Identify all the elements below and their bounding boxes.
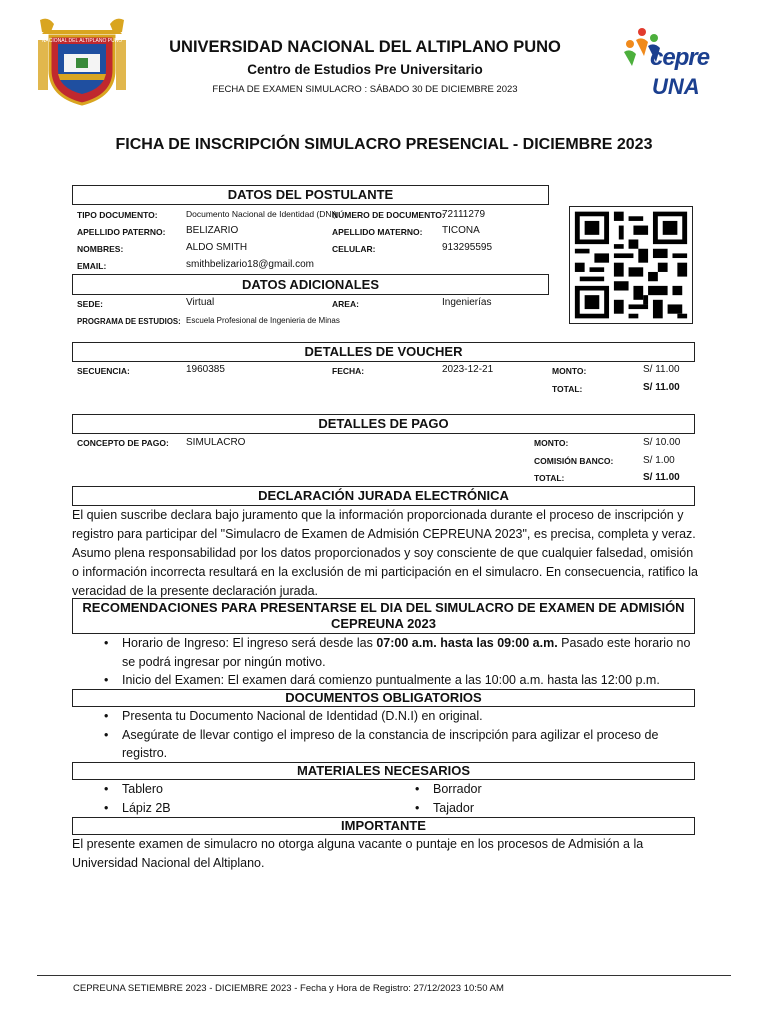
footer-divider [37,975,731,976]
nombres-label: NOMBRES: [77,244,124,254]
apellido-materno-value: TICONA [442,225,480,236]
qr-code-pattern [570,207,692,323]
list-item: • Lápiz 2B [72,799,372,818]
section-heading-postulante: DATOS DEL POSTULANTE [72,185,549,205]
nombres-value: ALDO SMITH [186,242,248,253]
concepto-label: CONCEPTO DE PAGO: [77,438,169,448]
sede-label: SEDE: [77,299,103,309]
section-heading-recomendaciones: RECOMENDACIONES PARA PRESENTARSE EL DIA DEL SIMULACRO DE EXAMEN DE ADMISIÓN CEPREUNA 2023 [72,598,695,634]
page-title: FICHA DE INSCRIPCIÓN SIMULACRO PRESENCIAL - DICIEMBRE 2023 [115,136,653,153]
list-item: • Presenta tu Documento Nacional de Identidad (D.N.I) en original. [72,707,698,726]
fecha-value: 2023-12-21 [442,364,494,375]
section-heading-materiales: MATERIALES NECESARIOS [72,762,695,780]
email-label: EMAIL: [77,261,107,271]
comision-value: S/ 1.00 [643,455,675,466]
pago-monto-label: MONTO: [534,438,569,448]
crest-text: NACIONAL DEL ALTIPLANO PUNO [41,38,123,44]
programa-label: PROGRAMA DE ESTUDIOS: [77,317,181,326]
list-item: • Tablero [72,780,372,799]
celular-label: CELULAR: [332,244,376,254]
cepreuna-logo [620,22,720,102]
list-item: • Borrador [383,780,683,799]
tipo-documento-value: Documento Nacional de Identidad (DNI) [186,209,337,219]
programa-value: Escuela Profesional de Ingenieria de Minas [186,316,340,325]
section-heading-pago: DETALLES DE PAGO [72,414,695,434]
celular-value: 913295595 [442,242,493,253]
materiales-list-right [383,780,683,817]
area-label: AREA: [332,299,359,309]
pago-monto-value: S/ 10.00 [643,437,681,448]
numero-documento-value: 72111279 [442,209,486,220]
list-item: • Tajador [383,799,683,818]
section-heading-adicionales: DATOS ADICIONALES [72,274,549,295]
qr-code [569,206,693,324]
section-heading-declaracion: DECLARACIÓN JURADA ELECTRÓNICA [72,486,695,506]
center-name: Centro de Estudios Pre Universitario [247,62,483,77]
university-crest-logo [34,14,130,108]
section-heading-importante: IMPORTANTE [72,817,695,835]
exam-date: FECHA DE EXAMEN SIMULACRO : SÁBADO 30 DE DICIEMBRE 2023 [212,84,518,95]
section-heading-documentos: DOCUMENTOS OBLIGATORIOS [72,689,695,707]
apellido-paterno-value: BELIZARIO [186,225,239,236]
list-item: • Horario de Ingreso: El ingreso será desde las 07:00 a.m. hasta las 09:00 a.m. Pasado este horario no se podrá ingresar por ningún motivo. [72,634,698,671]
declaracion-text: El quien suscribe declara bajo juramento que la información proporcionada durante el proceso de inscripción y registro para participar del "Simulacro de Examen de Admisión CEPREUNA 2023", es precisa, completa y veraz. Asumo plena responsabilidad por los datos proporcionados y soy consciente de que cualquier falsedad, omisión o información incorrecta resultará en la exclusión de mi participación en el simulacro. En consecuencia, ratifico la veracidad de la presente declaración jurada. [72,508,699,598]
fecha-label: FECHA: [332,366,365,376]
list-item: • Inicio del Examen: El examen dará comienzo puntualmente a las 10:00 a.m. hasta las 12:00 p.m. [72,671,698,690]
section-heading-voucher: DETALLES DE VOUCHER [72,342,695,362]
numero-documento-label: NÚMERO DE DOCUMENTO: [332,210,445,220]
area-value: Ingenierías [442,297,492,308]
voucher-total-value: S/ 11.00 [643,382,680,393]
horario-bold: 07:00 a.m. hasta las 09:00 a.m. [376,636,558,650]
secuencia-value: 1960385 [186,364,225,375]
apellido-paterno-label: APELLIDO PATERNO: [77,227,166,237]
apellido-materno-label: APELLIDO MATERNO: [332,227,423,237]
concepto-value: SIMULACRO [186,437,246,448]
cepre-wordmark: cepre [650,44,710,71]
documentos-list [72,707,698,763]
sede-value: Virtual [186,297,215,308]
list-item: • Asegúrate de llevar contigo el impreso de la constancia de inscripción para agilizar el proceso de registro. [72,726,698,763]
materiales-list-left [72,780,372,817]
pago-total-value: S/ 11.00 [643,472,680,483]
comision-label: COMISIÓN BANCO: [534,456,614,466]
importante-text: El presente examen de simulacro no otorga alguna vacante o puntaje en los procesos de Admisión a la Universidad Nacional del Altiplano. [72,837,644,870]
recomendaciones-list [72,634,698,690]
una-wordmark: UNA [652,74,700,99]
voucher-monto-label: MONTO: [552,366,587,376]
voucher-monto-value: S/ 11.00 [643,364,680,375]
footer-text: CEPREUNA SETIEMBRE 2023 - DICIEMBRE 2023 - Fecha y Hora de Registro: 27/12/2023 10:50 AM [73,983,504,994]
email-value: smithbelizario18@gmail.com [186,259,314,270]
secuencia-label: SECUENCIA: [77,366,130,376]
pago-total-label: TOTAL: [534,473,565,483]
voucher-total-label: TOTAL: [552,384,583,394]
university-name: UNIVERSIDAD NACIONAL DEL ALTIPLANO PUNO [169,38,561,56]
tipo-documento-label: TIPO DOCUMENTO: [77,210,158,220]
